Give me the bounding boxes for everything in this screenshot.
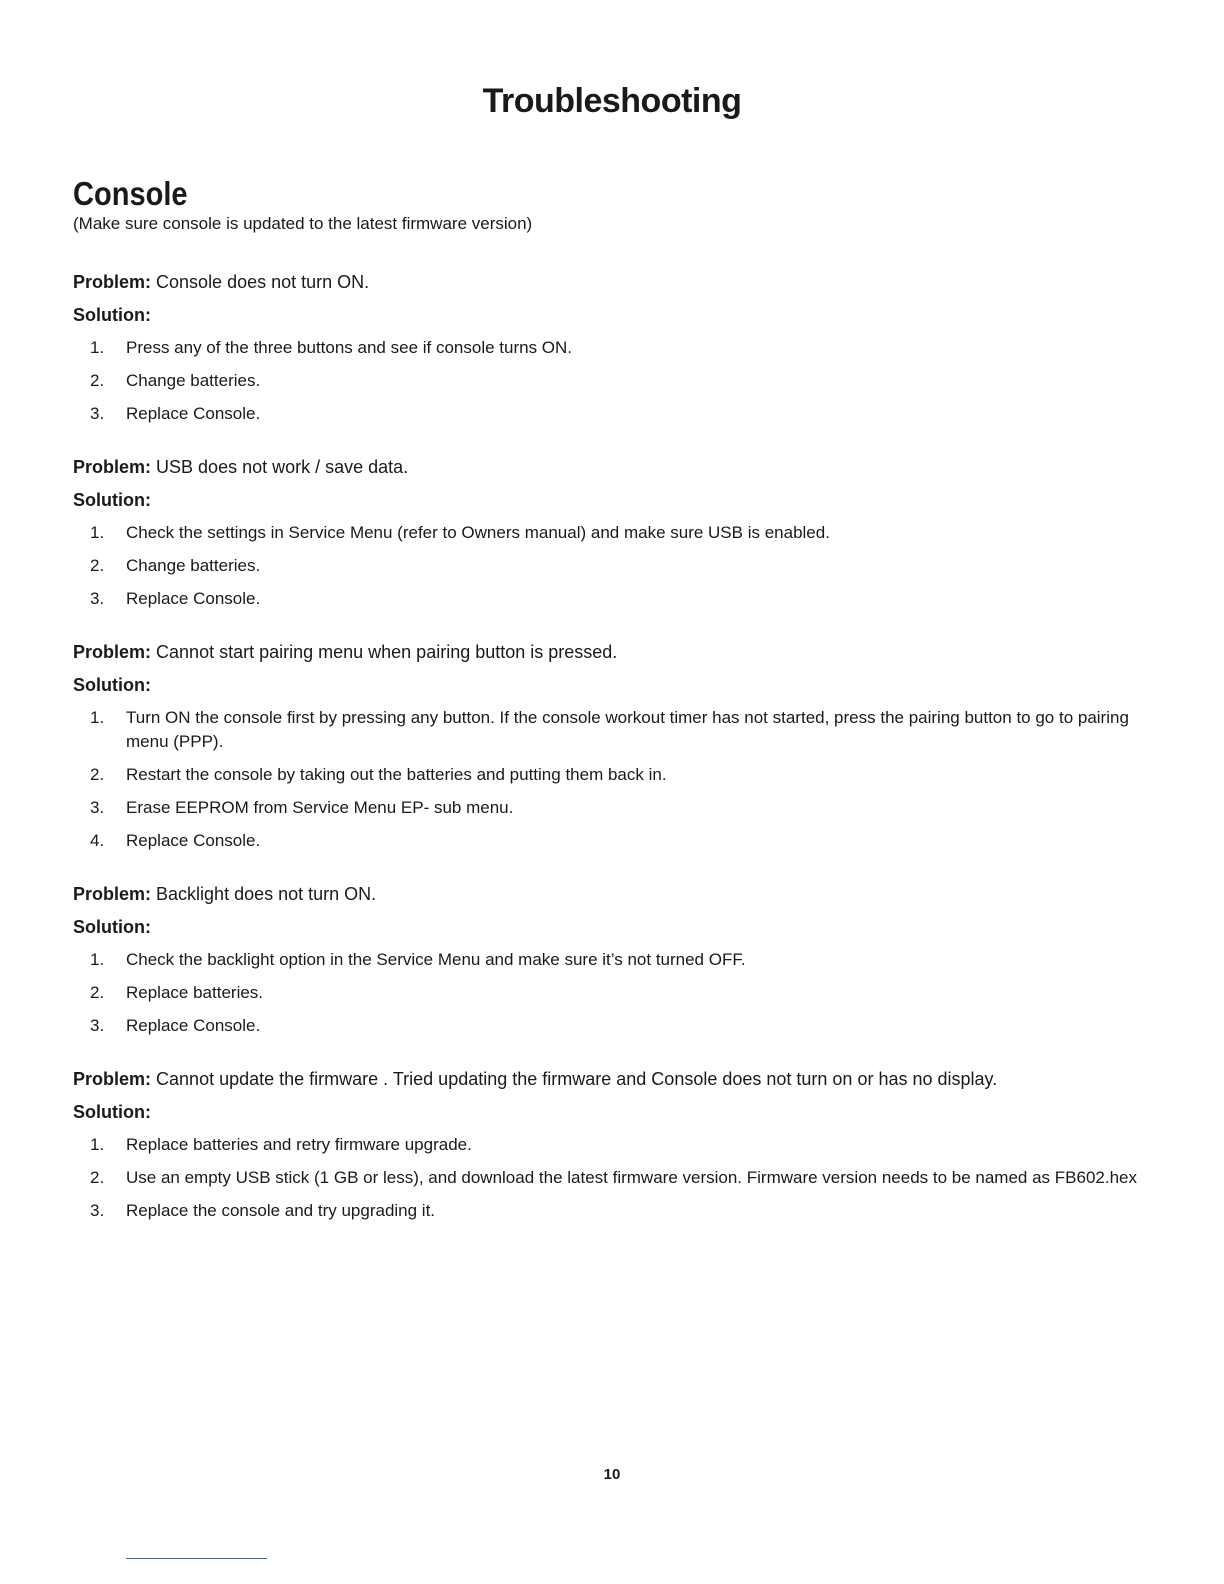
step-number: 3.: [90, 798, 105, 817]
step-number: 2.: [90, 765, 105, 784]
problem-list: [73, 270, 1153, 1252]
solution-step: [73, 554, 1153, 578]
problem-label: Problem:: [73, 272, 152, 292]
problem-statement: [73, 270, 1153, 294]
step-text: Restart the console by taking out the batteries and putting them back in.: [126, 765, 667, 784]
step-number: 3.: [90, 589, 105, 608]
footer-divider: [126, 1558, 267, 1559]
step-text: Erase EEPROM from Service Menu EP- sub menu.: [126, 798, 514, 817]
problem-block: [73, 882, 1153, 1038]
solution-step: [73, 1133, 1153, 1157]
step-text: Check the backlight option in the Service Menu and make sure it’s not turned OFF.: [126, 950, 746, 969]
problem-statement: [73, 882, 1153, 906]
solution-step: [73, 948, 1153, 972]
solution-step: [73, 369, 1153, 393]
step-number: 3.: [90, 1201, 105, 1220]
solution-step: [73, 763, 1153, 787]
step-text: Change batteries.: [126, 371, 261, 390]
problem-text: Console does not turn ON.: [156, 272, 370, 292]
page-title: Troubleshooting: [482, 82, 742, 120]
step-number: 2.: [90, 1168, 105, 1187]
step-number: 2.: [90, 983, 105, 1002]
problem-block: [73, 1067, 1153, 1223]
step-number: 2.: [90, 556, 105, 575]
problem-text: USB does not work / save data.: [156, 457, 409, 477]
solution-steps: [73, 336, 1153, 426]
step-text: Change batteries.: [126, 556, 261, 575]
solution-step: [73, 706, 1153, 754]
solution-step: [73, 981, 1153, 1005]
solution-label: Solution:: [73, 490, 151, 510]
step-number: 3.: [90, 1016, 105, 1035]
problem-label: Problem:: [73, 457, 152, 477]
step-text: Replace batteries and retry firmware upgrade.: [126, 1135, 472, 1154]
problem-block: [73, 640, 1153, 853]
problem-text: Backlight does not turn ON.: [156, 884, 377, 904]
problem-label: Problem:: [73, 1069, 152, 1089]
problem-statement: [73, 640, 1153, 664]
section-heading: Console: [73, 175, 188, 212]
step-text: Replace Console.: [126, 589, 261, 608]
solution-label: Solution:: [73, 917, 151, 937]
step-text: Press any of the three buttons and see if console turns ON.: [126, 338, 573, 357]
problem-block: [73, 270, 1153, 426]
problem-statement: [73, 455, 1153, 479]
step-text: Turn ON the console first by pressing any button. If the console workout timer has not started, press the pairing button to go to pairing menu (PPP).: [126, 708, 1129, 751]
step-number: 1.: [90, 950, 105, 969]
solution-step: [73, 336, 1153, 360]
step-number: 1.: [90, 1135, 105, 1154]
step-number: 4.: [90, 831, 105, 850]
section-note: (Make sure console is updated to the latest firmware version): [73, 214, 533, 233]
page-number: 10: [603, 1466, 621, 1483]
solution-step: [73, 402, 1153, 426]
step-number: 1.: [90, 523, 105, 542]
solution-steps: [73, 706, 1153, 853]
step-text: Use an empty USB stick (1 GB or less), and download the latest firmware version. Firmware version needs to be named as FB602.hex: [126, 1168, 1138, 1187]
solution-step: [73, 796, 1153, 820]
solution-steps: [73, 1133, 1153, 1223]
step-text: Replace the console and try upgrading it.: [126, 1201, 436, 1220]
solution-step: [73, 521, 1153, 545]
solution-step: [73, 1199, 1153, 1223]
step-text: Replace Console.: [126, 404, 261, 423]
solution-step: [73, 1166, 1153, 1190]
step-number: 1.: [90, 708, 105, 727]
problem-label: Problem:: [73, 642, 152, 662]
problem-text: Cannot update the firmware . Tried updating the firmware and Console does not turn on or has no display.: [156, 1069, 998, 1089]
solution-label: Solution:: [73, 305, 151, 325]
step-number: 1.: [90, 338, 105, 357]
solution-step: [73, 1014, 1153, 1038]
step-number: 3.: [90, 404, 105, 423]
step-text: Replace Console.: [126, 831, 261, 850]
step-text: Check the settings in Service Menu (refer to Owners manual) and make sure USB is enabled.: [126, 523, 830, 542]
problem-block: [73, 455, 1153, 611]
problem-statement: [73, 1067, 1153, 1091]
solution-steps: [73, 948, 1153, 1038]
solution-step: [73, 587, 1153, 611]
solution-steps: [73, 521, 1153, 611]
problem-label: Problem:: [73, 884, 152, 904]
problem-text: Cannot start pairing menu when pairing button is pressed.: [156, 642, 618, 662]
step-number: 2.: [90, 371, 105, 390]
step-text: Replace batteries.: [126, 983, 264, 1002]
solution-label: Solution:: [73, 675, 151, 695]
step-text: Replace Console.: [126, 1016, 261, 1035]
solution-step: [73, 829, 1153, 853]
solution-label: Solution:: [73, 1102, 151, 1122]
